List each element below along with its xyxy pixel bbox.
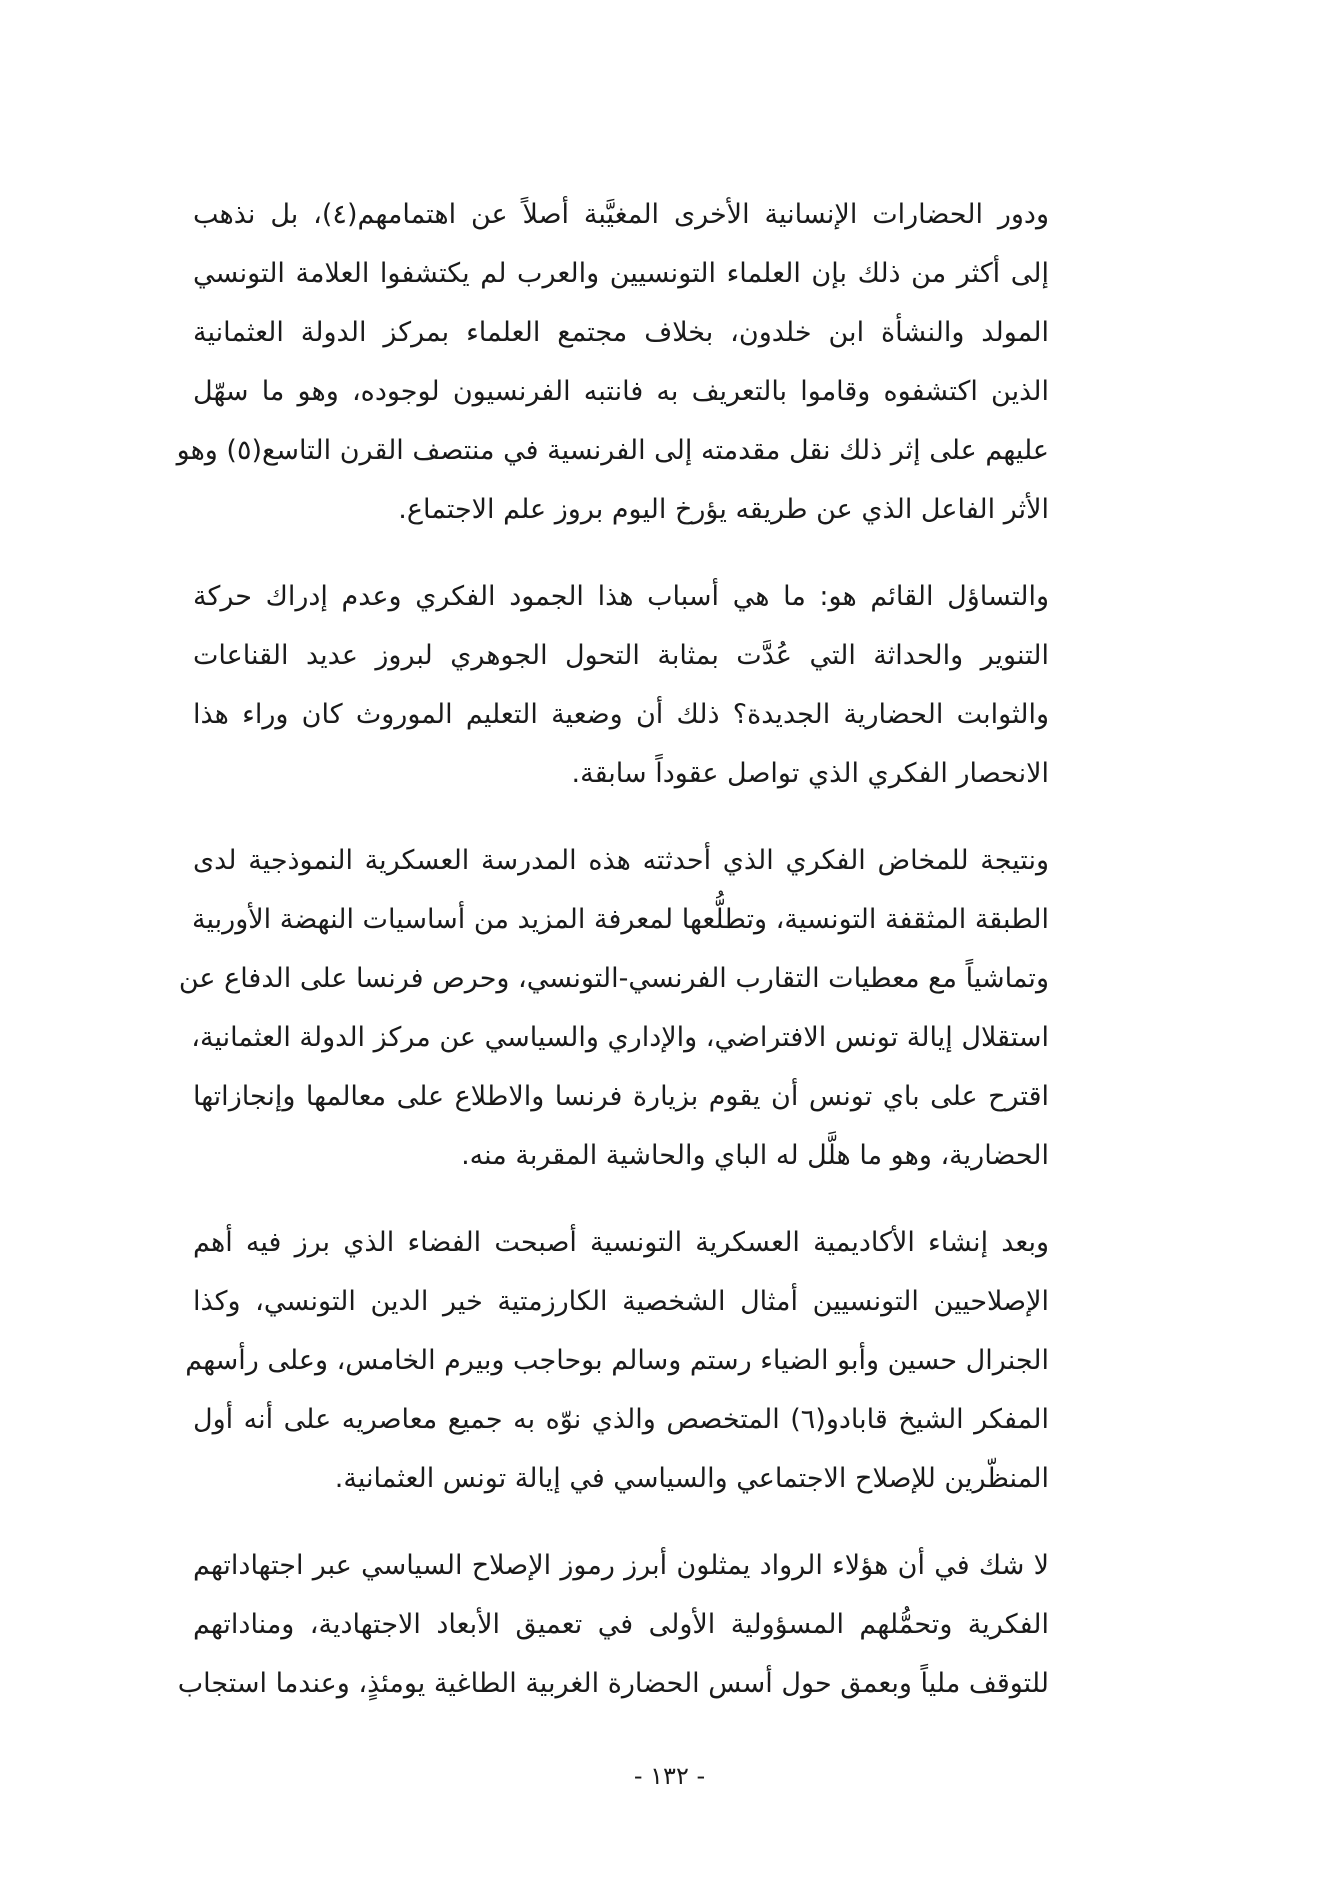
text-line: المولد والنشأة ابن خلدون، بخلاف مجتمع العلماء بمركز الدولة العثمانية xyxy=(193,317,1049,348)
text-line: الأثر الفاعل الذي عن طريقه يؤرخ اليوم بروز علم الاجتماع. xyxy=(398,494,1049,525)
paragraph-4 xyxy=(185,1213,1049,1508)
text-line: ونتيجة للمخاض الفكري الذي أحدثته هذه المدرسة العسكرية النموذجية لدى xyxy=(193,845,1049,876)
text-line: المنظّرين للإصلاح الاجتماعي والسياسي في إيالة تونس العثمانية. xyxy=(334,1463,1049,1494)
text-line: الإصلاحيين التونسيين أمثال الشخصية الكارزمتية خير الدين التونسي، وكذا xyxy=(193,1286,1049,1317)
page-number: - ١٣٢ - xyxy=(633,1762,706,1790)
text-line: الحضارية، وهو ما هلَّل له الباي والحاشية المقربة منه. xyxy=(461,1140,1049,1171)
text-line: وتماشياً مع معطيات التقارب الفرنسي-التونسي، وحرص فرنسا على الدفاع عن xyxy=(178,963,1049,994)
text-line: عليهم على إثر ذلك نقل مقدمته إلى الفرنسية في منتصف القرن التاسع(٥) وهو xyxy=(176,435,1049,466)
text-line: استقلال إيالة تونس الافتراضي، والإداري والسياسي عن مركز الدولة العثمانية، xyxy=(191,1022,1049,1053)
text-line: والتساؤل القائم هو: ما هي أسباب هذا الجمود الفكري وعدم إدراك حركة xyxy=(193,581,1049,612)
text-line: وبعد إنشاء الأكاديمية العسكرية التونسية أصبحت الفضاء الذي برز فيه أهم xyxy=(193,1227,1049,1258)
paragraph-1 xyxy=(176,185,1049,539)
text-line: للتوقف ملياً وبعمق حول أسس الحضارة الغربية الطاغية يومئذٍ، وعندما استجاب xyxy=(177,1668,1049,1699)
text-line: الطبقة المثقفة التونسية، وتطلُّعها لمعرفة المزيد من أساسيات النهضة الأوربية xyxy=(192,904,1049,935)
text-line: إلى أكثر من ذلك بإن العلماء التونسيين والعرب لم يكتشفوا العلامة التونسي xyxy=(193,258,1049,289)
text-line: الفكرية وتحمُّلهم المسؤولية الأولى في تعميق الأبعاد الاجتهادية، ومناداتهم xyxy=(193,1609,1049,1640)
text-line: الجنرال حسين وأبو الضياء رستم وسالم بوحاجب وبيرم الخامس، وعلى رأسهم xyxy=(185,1345,1049,1376)
paragraph-2 xyxy=(193,567,1049,803)
text-line: اقترح على باي تونس أن يقوم بزيارة فرنسا والاطلاع على معالمها وإنجازاتها xyxy=(193,1081,1049,1112)
text-line: الانحصار الفكري الذي تواصل عقوداً سابقة. xyxy=(571,758,1049,789)
text-line: التنوير والحداثة التي عُدَّت بمثابة التحول الجوهري لبروز عديد القناعات xyxy=(193,640,1049,671)
text-line: الذين اكتشفوه وقاموا بالتعريف به فانتبه الفرنسيون لوجوده، وهو ما سهّل xyxy=(193,376,1049,407)
text-line: والثوابت الحضارية الجديدة؟ ذلك أن وضعية التعليم الموروث كان وراء هذا xyxy=(193,699,1049,730)
text-line: ودور الحضارات الإنسانية الأخرى المغيَّبة أصلاً عن اهتمامهم(٤)، بل نذهب xyxy=(193,199,1049,230)
body-text xyxy=(176,185,1049,1741)
paragraph-5 xyxy=(177,1536,1049,1713)
text-line: لا شك في أن هؤلاء الرواد يمثلون أبرز رموز الإصلاح السياسي عبر اجتهاداتهم xyxy=(193,1550,1049,1581)
text-line: المفكر الشيخ قابادو(٦) المتخصص والذي نوّه به جميع معاصريه على أنه أول xyxy=(193,1404,1049,1435)
paragraph-3 xyxy=(178,831,1049,1185)
